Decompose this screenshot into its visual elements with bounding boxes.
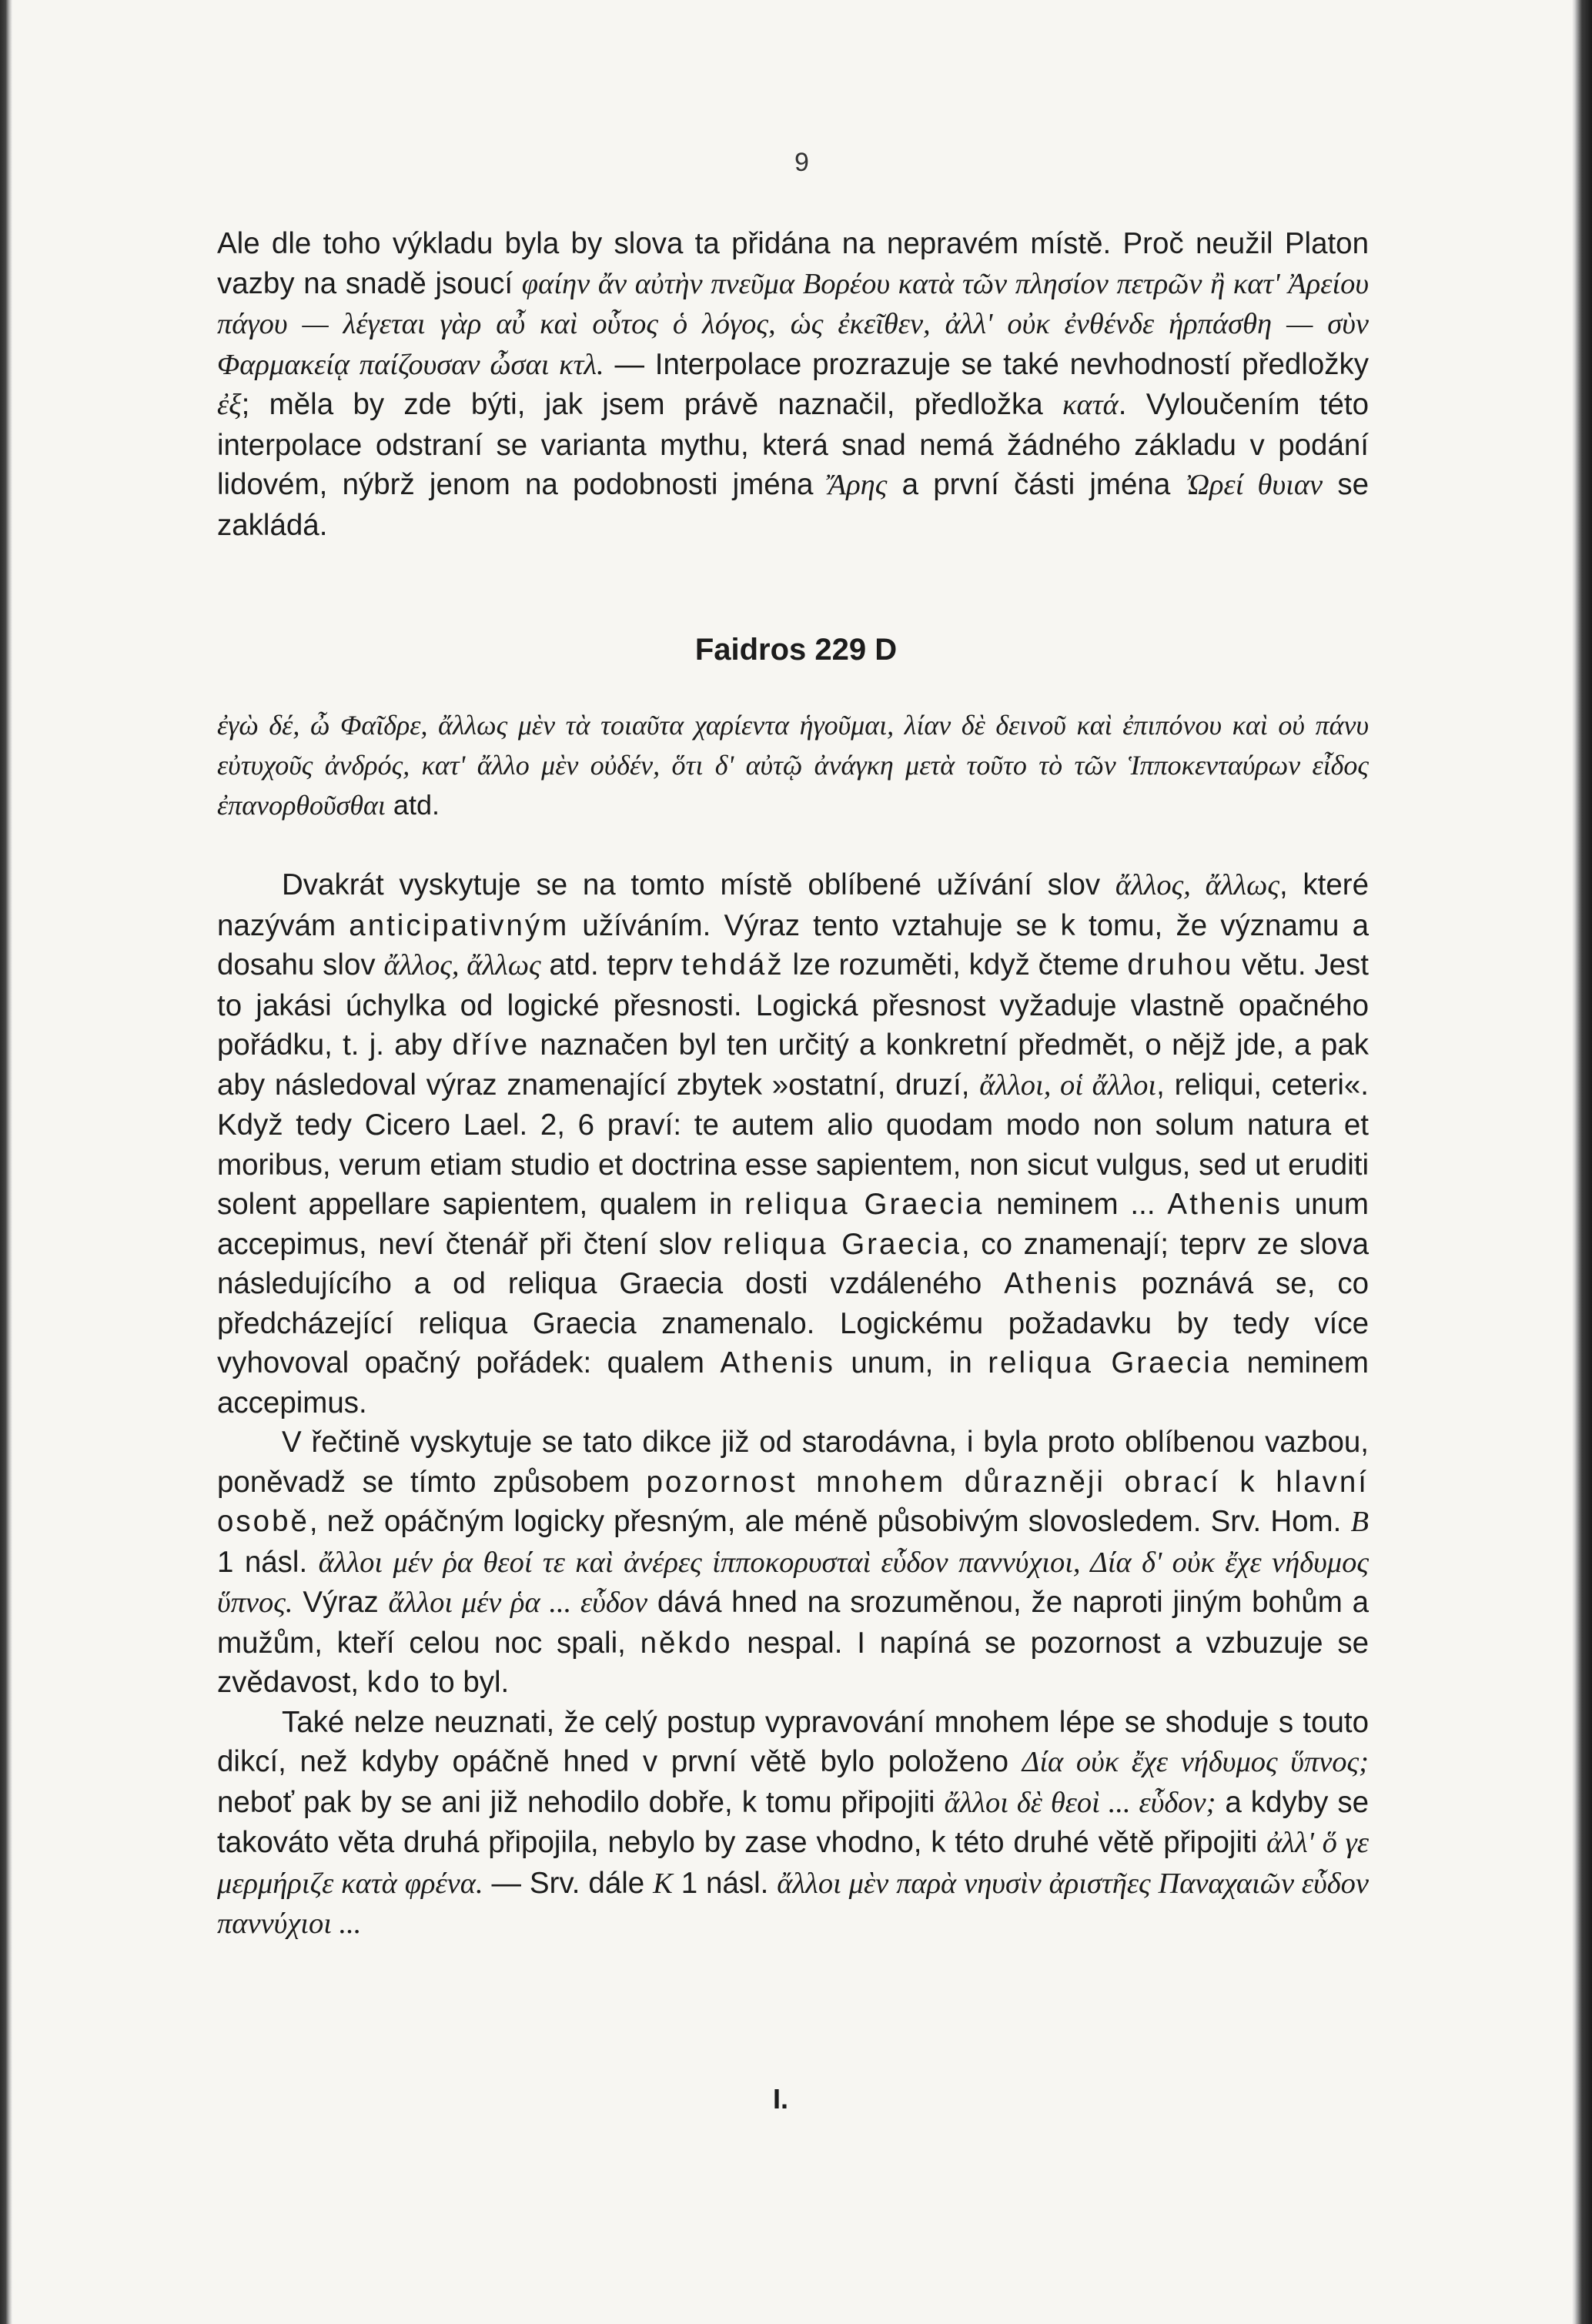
greek-word: ἀλλ' ὅ γε μερμήριζε κατὰ φρένα. <box>217 1827 1369 1900</box>
spaced-term: tehdáž <box>681 948 784 981</box>
spaced-term: dříve <box>452 1028 530 1062</box>
greek-word: Ὠρεί θυιαν <box>1185 469 1323 501</box>
text-run: atd. teprv <box>540 948 681 981</box>
page-number: 9 <box>794 148 809 177</box>
spaced-term: někdo <box>640 1626 733 1660</box>
text-run: ; měla by zde býti, jak jsem právě naznačil, předložka <box>241 388 1063 421</box>
text-run: unum accepimus, neví čtenář při čtení slov <box>217 1188 1370 1261</box>
text-run: a první části jména <box>887 468 1186 501</box>
text-run: atd. <box>385 789 440 821</box>
text-run: neminem accepimus. <box>217 1346 1370 1419</box>
text-run: a kdyby se takováto věta druhá připojila, nebylo by zase vhodno, k této druhé větě připojiti <box>217 1785 1369 1859</box>
text-run: — Interpolace prozrazuje se také nevhodností předložky <box>604 347 1369 381</box>
paragraph-2 <box>217 865 1369 1423</box>
greek-word: ἄλλοι μέν ῥα ... εὗδον <box>388 1587 648 1619</box>
text-run: Výraz <box>293 1586 389 1619</box>
text-run: lze rozuměti, když čteme <box>784 948 1128 981</box>
paragraph-1 <box>217 224 1369 545</box>
greek-quote: ἐγὼ δέ, ὦ Φαῖδρε, ἄλλως μὲν τὰ τοιαῦτα χαρίεντα ἡγοῦμαι, λίαν δὲ δεινοῦ καὶ ἐπιπόνου καὶ οὐ πάνυ εὐτυχοῦς ἀνδρός, κατ' ἄλλο μὲν οὐδέν, ὅτι δ' αὐτῷ ἀνάγκη μετὰ τοῦτο τὸ τῶν Ἱπποκενταύρων εἶδος ἐπανορθοῦσθαι <box>217 710 1369 821</box>
page-edge-left <box>0 0 12 2324</box>
spaced-term: anticipativným <box>349 908 570 942</box>
text-run: Dvakrát vyskytuje se na tomto místě oblíbené užívání slov <box>282 868 1115 901</box>
paragraph-4 <box>217 1703 1369 1944</box>
greek-word: ἐξ <box>217 389 242 421</box>
spaced-term: Athenis <box>720 1346 835 1379</box>
text-run: , co znamenají; teprv ze slova následujícího a od reliqua Graecia dosti vzdáleného <box>217 1227 1369 1300</box>
text-run: se zakládá. <box>217 468 1369 542</box>
spaced-term: kdo <box>366 1666 422 1699</box>
greek-word: Κ <box>653 1867 673 1900</box>
greek-passage <box>217 705 1369 825</box>
spaced-term: druhou <box>1127 948 1234 981</box>
spaced-term: reliqua Graecia <box>723 1227 962 1261</box>
text-run: užíváním. Výraz tento vztahuje se k tomu, že významu a dosahu slov <box>217 908 1369 981</box>
body-text <box>217 865 1369 1944</box>
text-run: — Srv. dále <box>483 1866 654 1900</box>
greek-quote: ἄλλοι μέν ῥα θεοί τε καὶ ἀνέρες ἱπποκορυσταὶ εὗδον παννύχιοι, Δία δ' οὐκ ἔχε νήδυμος ὕπνος. <box>217 1546 1369 1619</box>
page-edge-right <box>1572 0 1592 2324</box>
greek-quote: φαίην ἄν αὐτὴν πνεῦμα Βορέου κατὰ τῶν πλησίον πετρῶν ἢ κατ' Ἀρείου πάγου — λέγεται γὰρ αὖ καὶ οὗτος ὁ λόγος, ὡς ἐκεῖθεν, ἀλλ' οὐκ ἐνθένδε ἡρπάσθη — σὺν Φαρμακείᾳ παίζουσαν ὦσαι κτλ. <box>217 267 1369 381</box>
section-heading: Faidros 229 D <box>694 633 898 667</box>
greek-word: Β <box>1350 1506 1369 1538</box>
text-run: unum, in <box>834 1346 988 1379</box>
greek-quote: ἄλλοι μὲν παρὰ νηυσὶν ἀριστῆες Παναχαιῶν εὗδον παννύχιοι ... <box>217 1867 1369 1940</box>
text-run: nespal. I napíná se pozornost a vzbuzuje se zvědavost, <box>217 1626 1369 1699</box>
text-run: , než opáčným logicky přesným, ale méně působivým slovosledem. Srv. Hom. <box>309 1505 1351 1538</box>
greek-word: κατά <box>1062 389 1119 421</box>
text-run: dává hned na srozuměnou, že naproti jiným bohům a mužům, kteří celou noc spali, <box>217 1586 1370 1660</box>
text-run: to byl. <box>421 1666 510 1699</box>
spaced-term: Athenis <box>1004 1267 1119 1300</box>
paragraph-3 <box>217 1423 1369 1703</box>
greek-word: ἄλλος, ἄλλως <box>1115 869 1279 901</box>
greek-word: ἄλλοι δὲ θεοὶ ... εὗδον; <box>944 1786 1216 1819</box>
text-run: naznačen byl ten určitý a konkretní předmět, o nějž jde, a pak aby následoval výraz znamenající zbytek »ostatní, druzí, <box>217 1028 1369 1102</box>
text-run: Také nelze neuznati, že celý postup vypravování mnohem lépe se shoduje s touto dikcí, než kdyby opáčně hned v první větě bylo položeno <box>217 1705 1369 1778</box>
greek-word: Δία οὐκ ἔχε νήδυμος ὕπνος; <box>1022 1746 1369 1778</box>
text-run: větu. Jest to jakási úchylka od logické přesnosti. Logická přesnost vyžaduje vlastně opačného pořádku, t. j. aby <box>217 948 1370 1062</box>
text-run: neboť pak by se ani již nehodilo dobře, k tomu připojiti <box>217 1785 945 1819</box>
spaced-term: pozornost mnohem důrazněji obrací k hlavní osobě <box>217 1465 1369 1538</box>
greek-word: Ἄρης <box>828 469 888 501</box>
spaced-term: reliqua Graecia <box>988 1346 1232 1379</box>
spaced-term: reliqua Graecia <box>744 1188 985 1221</box>
text-run: , reliqui, ceteri«. Když tedy Cicero Lael. 2, 6 praví: te autem alio quodam modo non solum natura et moribus, verum etiam studio et doctrina esse sapientem, non sicut vulgus, sed ut eruditi solent appellare sapientem, qualem in <box>217 1068 1369 1221</box>
greek-word: ἄλλος, ἄλλως <box>383 949 541 981</box>
spaced-term: Athenis <box>1167 1188 1283 1221</box>
greek-word: ἄλλοι, οἱ ἄλλοι <box>979 1068 1157 1102</box>
text-run: poznává se, co předcházející reliqua Graecia znamenalo. Logickému požadavku by tedy více vyhovoval opačný pořádek: qualem <box>217 1267 1370 1379</box>
text-run: V řečtině vyskytuje se tato dikce již od starodávna, i byla proto oblíbenou vazbou, poněvadž se tímto způsobem <box>217 1426 1369 1499</box>
text-run: 1 násl. <box>672 1866 778 1900</box>
text-run: Ale dle toho výkladu byla by slova ta přidána na nepravém místě. Proč neužil Platon vazby na snadě jsoucí <box>217 227 1369 300</box>
text-run: . Vyloučením této interpolace odstraní se varianta mythu, která snad nemá žádného základu v podání lidovém, nýbrž jenom na podobnosti jména <box>217 388 1369 501</box>
signature-mark: I. <box>773 2083 789 2115</box>
text-run: neminem ... <box>984 1188 1168 1221</box>
text-run: 1 násl. <box>217 1545 319 1579</box>
text-run: , které nazývám <box>217 868 1369 942</box>
